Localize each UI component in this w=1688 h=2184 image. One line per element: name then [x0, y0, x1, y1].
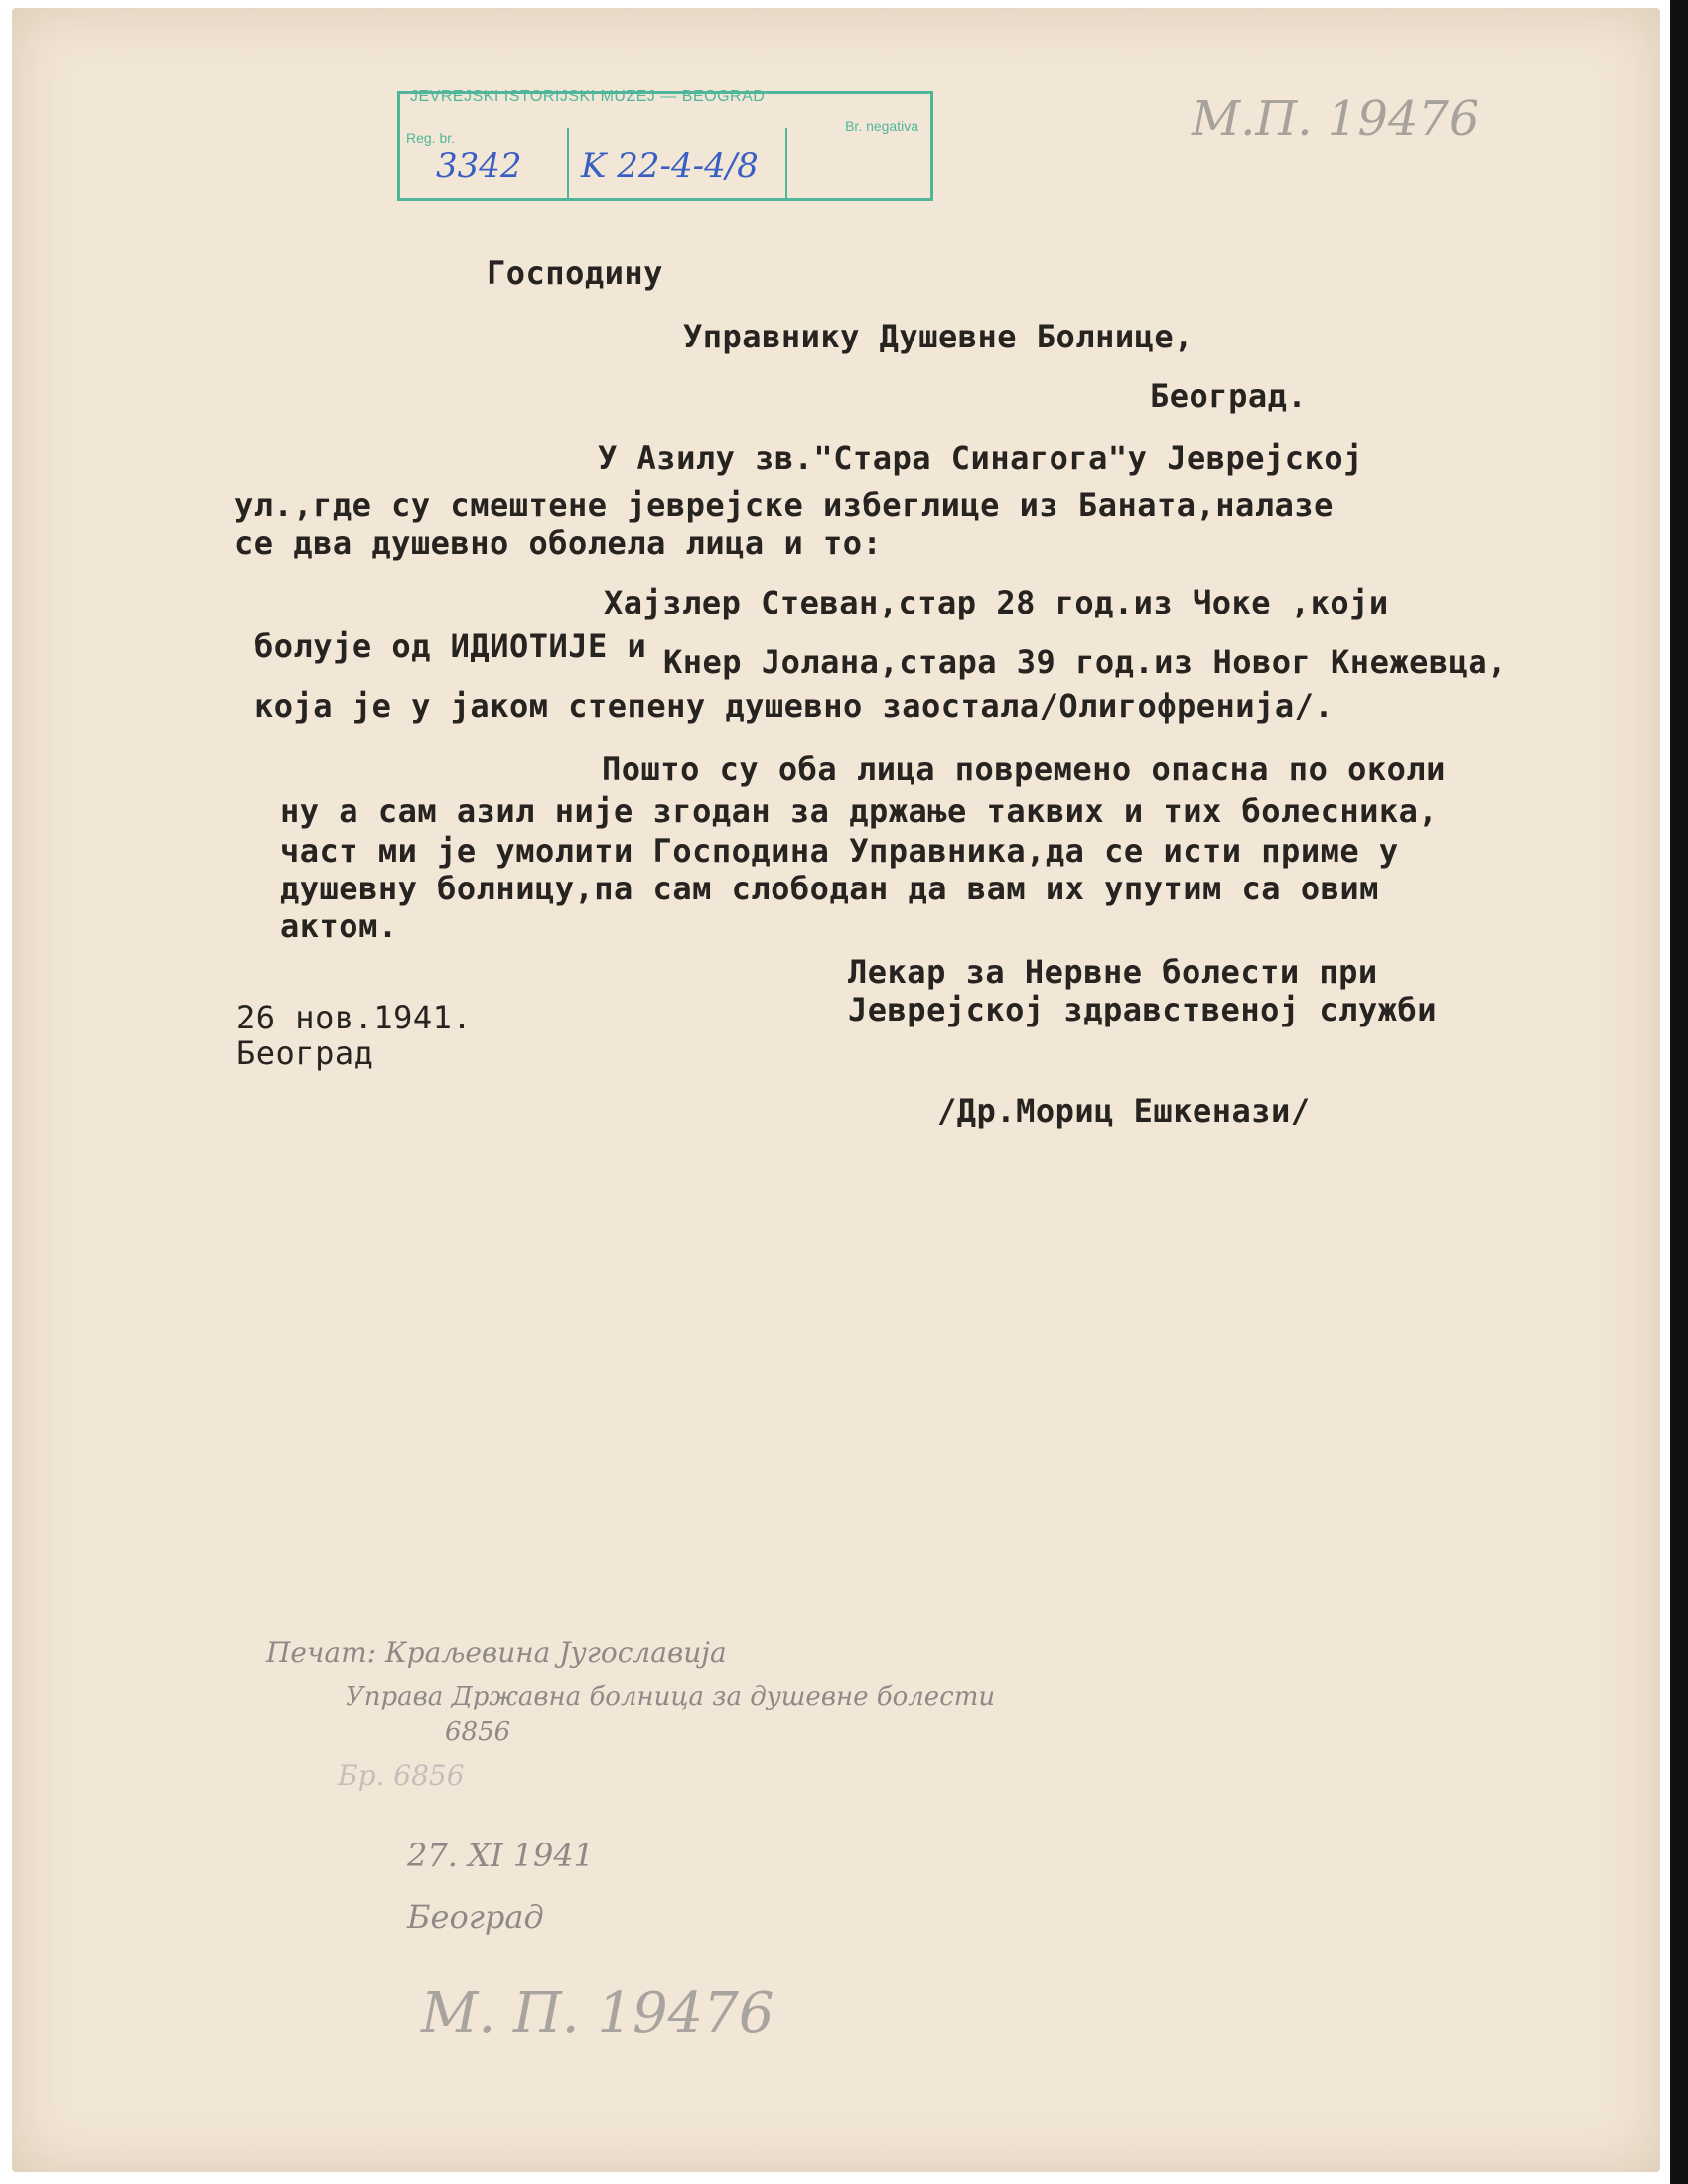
paragraph1-line3: се два душевно оболела лица и то:: [234, 524, 883, 562]
stamp-label-reg: Reg. br.: [406, 130, 456, 146]
top-right-archive-note: М.П. 19476: [1192, 91, 1479, 147]
patient2-line: Кнер Јолана,стара 39 год.из Новог Кнежевца,: [663, 643, 1507, 681]
stamp-divider: [785, 128, 787, 198]
addressee-city: Београд.: [1150, 377, 1308, 415]
handwritten-place: Београд: [407, 1898, 544, 1936]
paragraph2-line4: душевну болницу,па сам слободан да вам их упутим са овим: [280, 870, 1379, 907]
letter-date: 26 нов.1941.: [236, 999, 473, 1036]
scan-edge: [1670, 0, 1688, 2184]
handwritten-stamp-line1: Печат: Краљевина Југославија: [266, 1636, 727, 1669]
archive-stamp: [397, 88, 933, 201]
paragraph2-line3: част ми је умолити Господина Управника,да се исти приме у: [280, 832, 1399, 870]
addressee: Управнику Душевне Болнице,: [683, 318, 1194, 355]
stamp-label-negative: Br. negativa: [845, 118, 918, 134]
patient1-condition: болује од ИДИОТИЈЕ и: [254, 627, 647, 665]
patient2-condition: која је у јаком степену душевно заостала/Олигофренија/.: [254, 687, 1335, 725]
paragraph2-line2: ну а сам азил није згодан за држање таквих и тих болесника,: [280, 792, 1439, 830]
stamp-number-negative: K 22-4-4/8: [581, 146, 759, 186]
signature-title-line2: Јеврејској здравственој служби: [848, 991, 1437, 1028]
paragraph2-line1: Пошто су оба лица повремено опасна по околи: [602, 751, 1446, 788]
signature-name: /Др.Мориц Ешкенази/: [937, 1092, 1311, 1130]
stamp-divider: [567, 128, 569, 198]
paragraph1-line1: У Азилу зв."Стара Синагога"у Јеврејској: [598, 439, 1363, 477]
stamp-header: JEVREJSKI ISTORIJSKI MUZEJ — BEOGRAD: [410, 88, 766, 105]
handwritten-stamp-line2: Управа Државна болница за душевне болести: [346, 1682, 996, 1711]
handwritten-archive-number: М. П. 19476: [421, 1981, 774, 2046]
signature-title-line1: Лекар за Нервне болести при: [848, 953, 1378, 991]
handwritten-date: 27. XI 1941: [407, 1837, 595, 1874]
stamp-number-reg: 3342: [436, 146, 522, 186]
paragraph2-line5: актом.: [280, 907, 398, 945]
patient1-line: Хајзлер Стеван,стар 28 год.из Чоке ,који: [604, 584, 1389, 621]
handwritten-stamp-line3: 6856: [445, 1717, 511, 1747]
paragraph1-line2: ул.,где су смештене јеврејске избеглице из Баната,налазе: [234, 486, 1334, 524]
letter-place: Београд: [236, 1034, 374, 1072]
handwritten-reg-number: Бр. 6856: [338, 1759, 465, 1792]
salutation: Господину: [487, 254, 663, 292]
